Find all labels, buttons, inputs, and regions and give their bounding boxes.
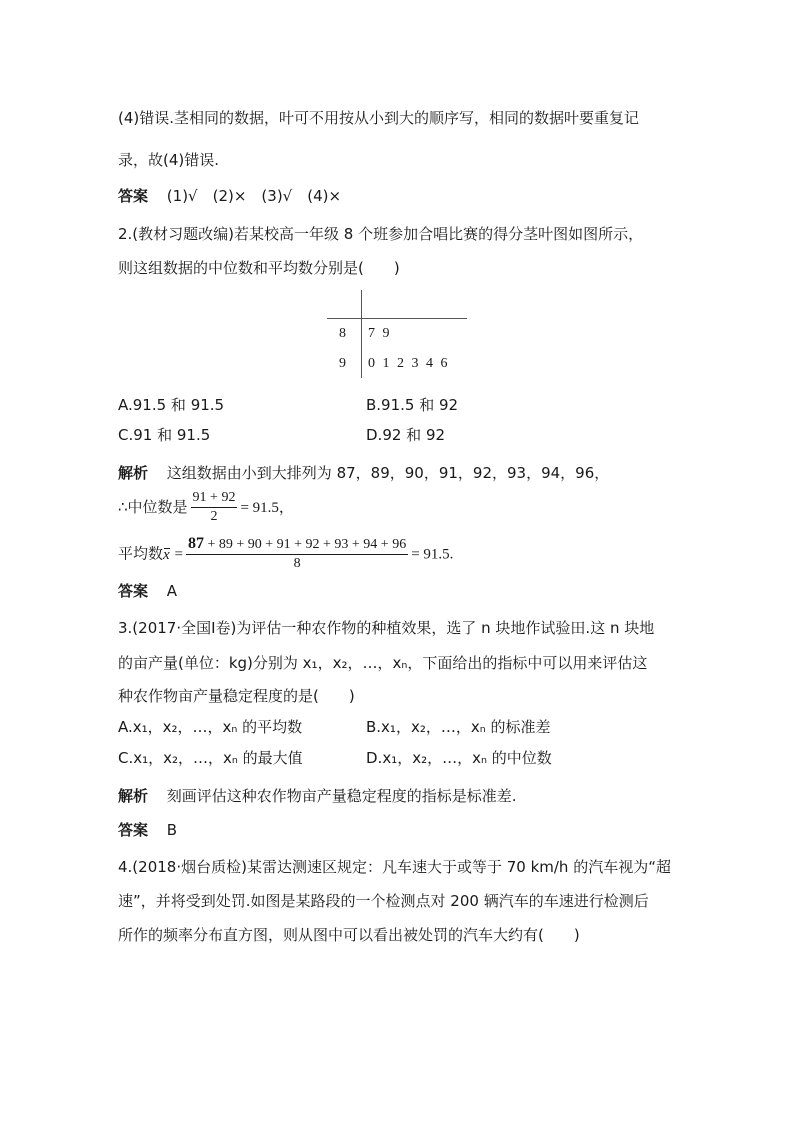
q3-answer-line (118, 820, 177, 840)
q2-mean-fraction (186, 535, 408, 573)
q2-option-a: A.91.5 和 91.5 (118, 396, 225, 414)
q2-option-d: D.92 和 92 (366, 426, 446, 444)
q2-stem-line-1: 2.(教材习题改编)若某校高一年级 8 个班参加合唱比赛的得分茎叶图如图所示， (118, 225, 644, 243)
q2-mean-numerator (186, 535, 408, 555)
q2-mean-equals: = (174, 546, 183, 563)
q2-answer: A (166, 582, 178, 600)
q1-explanation-line-1: (4)错误.茎相同的数据，叶可不用按从小到大的顺序写，相同的数据叶要重复记 (118, 109, 640, 127)
q2-mean-variable: x (163, 546, 170, 563)
q2-mean-numerator-rest: + 89 + 90 + 91 + 92 + 93 + 94 + 96 (207, 537, 407, 552)
q2-mean-prefix: 平均数 (118, 544, 164, 563)
answer-label-2: 答案 (118, 582, 149, 600)
q2-stem-line-2: 则这组数据的中位数和平均数分别是( ) (118, 259, 400, 277)
q2-median-numerator: 91 + 92 (191, 489, 238, 508)
leaves-8: 7 9 (368, 326, 390, 341)
q2-median-result: = 91.5， (240, 500, 294, 516)
q1-answer: (1)√ (2)× (3)√ (4)× (166, 187, 342, 205)
answer-label-3: 答案 (118, 821, 149, 839)
answer-label: 答案 (118, 187, 149, 205)
q3-option-b: B.x₁，x₂，…，xₙ 的标准差 (366, 718, 551, 736)
stem-leaf-horizontal-line (327, 318, 467, 319)
q2-median-fraction (191, 489, 238, 526)
q2-option-c: C.91 和 91.5 (118, 426, 211, 444)
q2-mean-denominator: 8 (293, 556, 301, 571)
q4-stem-line-1: 4.(2018·烟台质检)某雷达测速区规定：凡车速大于或等于 70 km/h 的汽车视为“超 (118, 858, 671, 876)
q3-analysis-text: 刻画评估这种农作物亩产量稳定程度的指标是标准差. (166, 787, 517, 805)
q2-answer-line (118, 581, 177, 601)
q2-analysis-text: 这组数据由小到大排列为 87，89，90，91，92，93，94，96， (166, 464, 610, 482)
q3-option-d: D.x₁，x₂，…，xₙ 的中位数 (366, 749, 552, 767)
q2-option-b: B.91.5 和 92 (366, 396, 459, 414)
analysis-label-3: 解析 (118, 787, 149, 805)
q3-stem-line-2: 的亩产量(单位：kg)分别为 x₁，x₂，…，xₙ，下面给出的指标中可以用来评估这 (118, 654, 648, 672)
q2-median-line (118, 489, 294, 526)
q2-mean-line (118, 535, 453, 573)
q3-option-c: C.x₁，x₂，…，xₙ 的最大值 (118, 749, 303, 767)
stem-9: 9 (339, 356, 346, 371)
q4-stem-line-3: 所作的频率分布直方图，则从图中可以看出被处罚的汽车大约有( ) (118, 926, 580, 944)
q1-answer-line (118, 186, 341, 206)
stem-leaf-vertical-line (361, 290, 362, 378)
q2-mean-numerator-first: 87 (187, 535, 204, 552)
q4-stem-line-2: 速”，并将受到处罚.如图是某路段的一个检测点对 200 辆汽车的车速进行检测后 (118, 892, 649, 910)
q2-median-prefix: ∴中位数是 (118, 498, 188, 516)
q3-answer: B (166, 821, 178, 839)
q3-stem-line-3: 种农作物亩产量稳定程度的是( ) (118, 687, 355, 705)
q1-explanation-line-2: 录，故(4)错误. (118, 151, 220, 169)
q2-analysis-line-1 (118, 463, 609, 483)
q2-median-denominator: 2 (210, 509, 218, 524)
leaves-9: 0 1 2 3 4 6 (368, 356, 448, 371)
q2-mean-result: = 91.5. (411, 546, 454, 563)
analysis-label: 解析 (118, 464, 149, 482)
q3-option-a: A.x₁，x₂，…，xₙ 的平均数 (118, 718, 303, 736)
q3-stem-line-1: 3.(2017·全国Ⅰ卷)为评估一种农作物的种植效果，选了 n 块地作试验田.这 n 块地 (118, 619, 655, 637)
q3-analysis-line (118, 786, 517, 806)
stem-8: 8 (339, 326, 346, 341)
